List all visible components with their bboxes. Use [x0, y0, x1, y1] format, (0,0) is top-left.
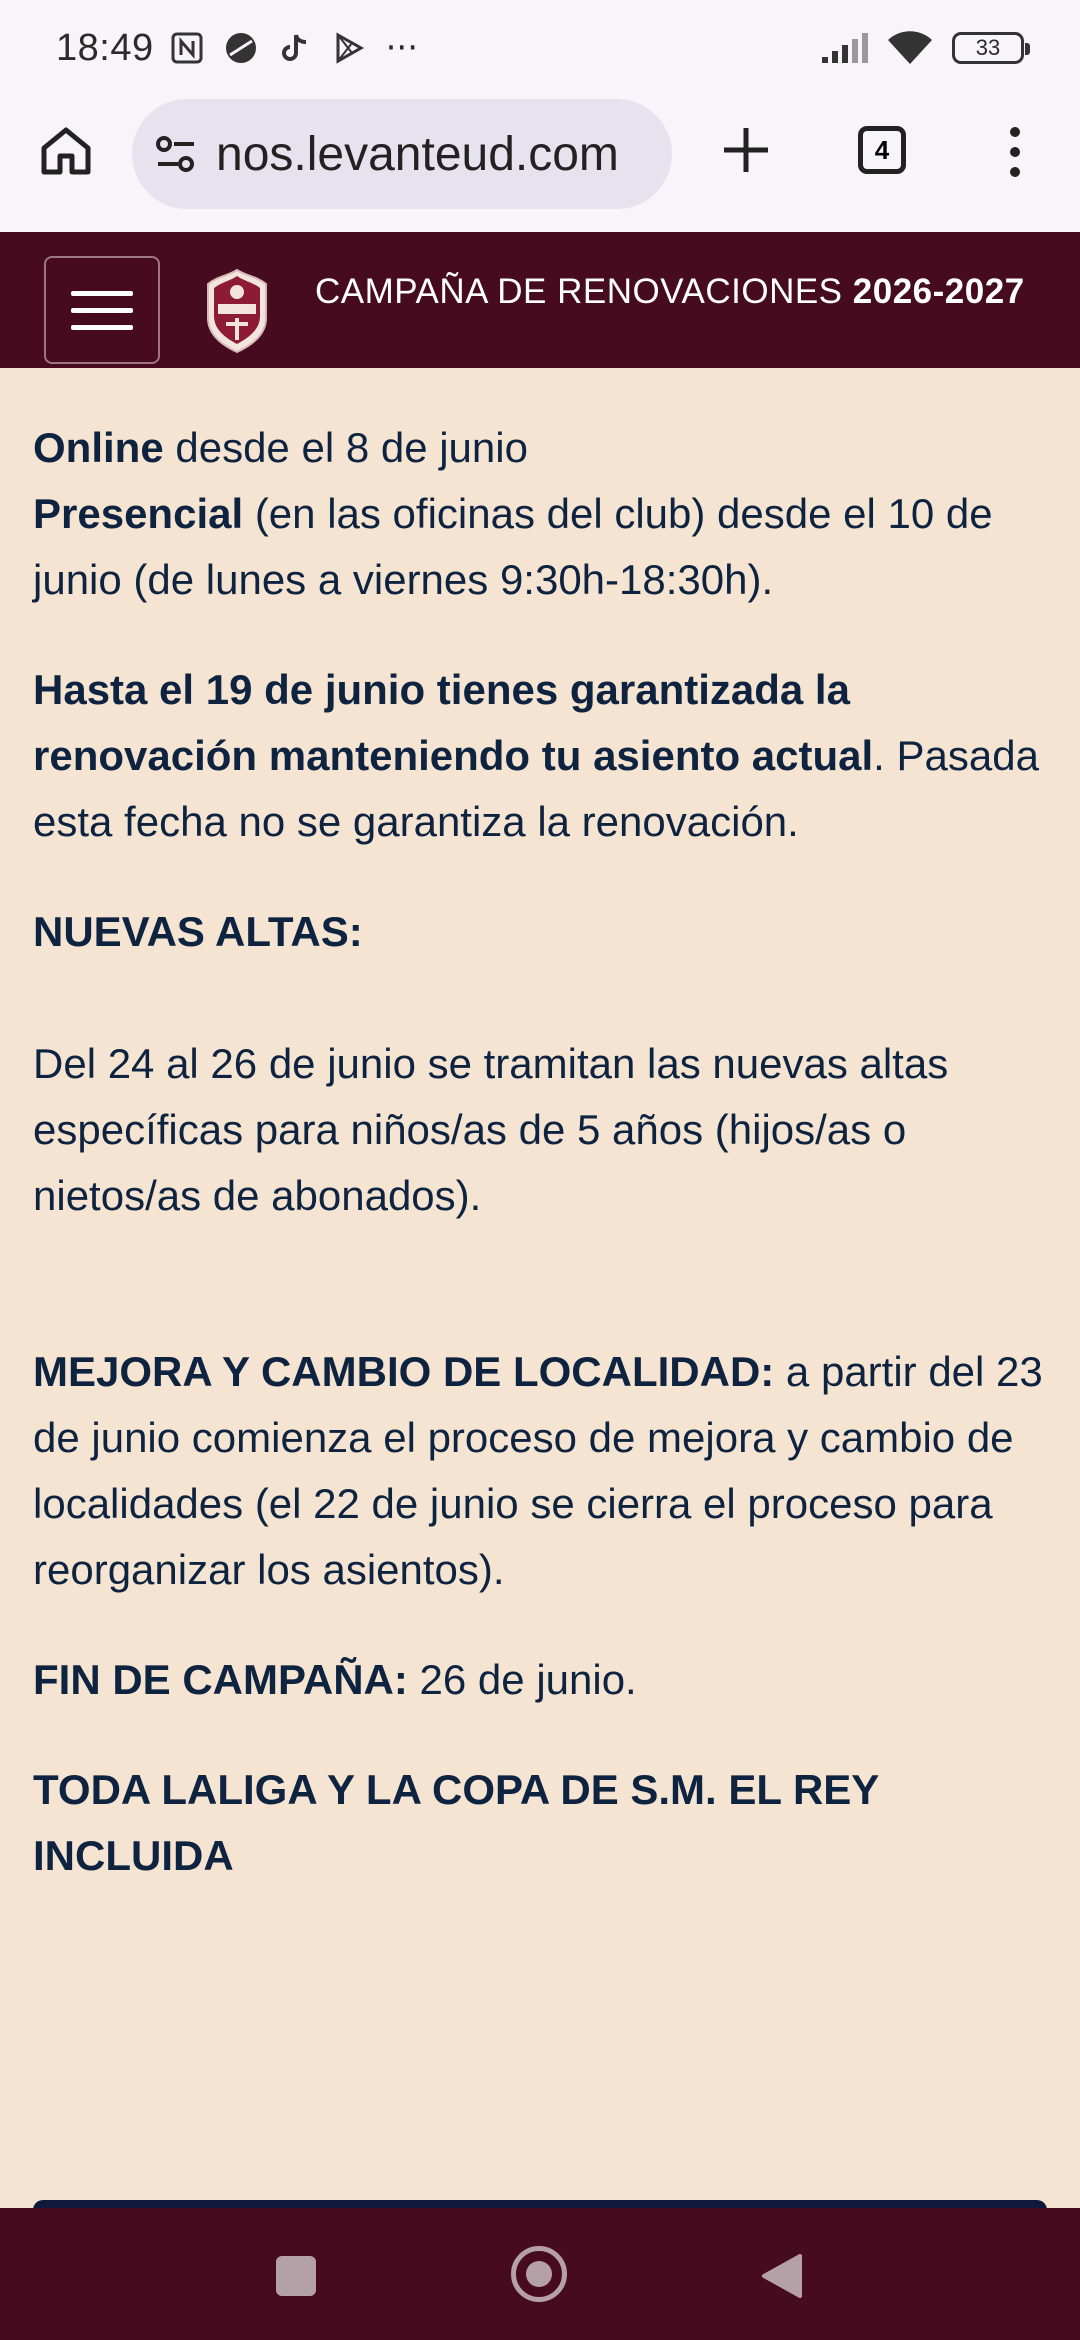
presencial-label: Presencial — [33, 490, 244, 537]
nfc-icon — [170, 31, 204, 65]
online-label: Online — [33, 424, 164, 471]
browser-toolbar — [0, 96, 1080, 232]
mejora-label: MEJORA Y CAMBIO DE LOCALIDAD: — [33, 1348, 775, 1395]
fin-campana-line — [33, 1647, 1053, 1713]
nuevas-altas-text: Del 24 al 26 de junio se tramitan las nuevas altas específicas para niños/as de 5 años (hijos/as o nietos/as de abonados). — [33, 1040, 949, 1219]
app-circle-icon — [224, 31, 258, 65]
address-bar[interactable] — [132, 99, 672, 209]
guarantee-bold-text: Hasta el 19 de junio tienes garantizada la renovación manteniendo tu asiento actual — [33, 666, 874, 779]
hamburger-line — [71, 291, 133, 296]
nuevas-altas-heading — [33, 899, 1053, 965]
back-icon[interactable] — [760, 2252, 804, 2300]
laliga-heading — [33, 1757, 1053, 1889]
presencial-text: (en las oficinas del club) desde el 10 de junio (de lunes a viernes 9:30h-18:30h). — [33, 490, 993, 603]
campaign-info — [33, 368, 1053, 1889]
home-nav-button[interactable] — [511, 2246, 567, 2302]
online-line — [33, 415, 1053, 481]
wifi-icon — [886, 30, 934, 66]
more-options-icon[interactable] — [1000, 124, 1030, 180]
home-icon[interactable] — [36, 120, 96, 180]
laliga-heading-text: TODA LALIGA Y LA COPA DE S.M. EL REY INCLUIDA — [33, 1766, 879, 1879]
status-time: 18:49 — [56, 26, 154, 69]
notification-icons — [170, 28, 418, 68]
play-store-icon — [332, 31, 366, 65]
status-bar — [0, 0, 1080, 96]
campaign-season: 2026-2027 — [852, 272, 1025, 311]
site-settings-icon[interactable] — [154, 134, 198, 174]
mejora-paragraph — [33, 1339, 1053, 1603]
campaign-title-text: CAMPAÑA DE RENOVACIONES — [315, 272, 853, 311]
tiktok-icon — [278, 31, 312, 65]
mejora-text: a partir del 23 de junio comienza el proceso de mejora y cambio de localidades (el 22 de junio se cierra el proceso para reorganizar los asientos). — [33, 1348, 1043, 1593]
signal-icon — [820, 31, 868, 65]
more-notifications: ··· — [385, 28, 419, 68]
guarantee-text: . Pasada esta fecha no se garantiza la renovación. — [33, 732, 1039, 845]
guarantee-paragraph — [33, 657, 1053, 855]
recents-button[interactable] — [276, 2256, 316, 2296]
levante-crest-logo[interactable] — [200, 266, 274, 354]
online-text: desde el 8 de junio — [163, 424, 528, 471]
battery-indicator: 33 — [952, 32, 1024, 64]
hamburger-line — [71, 325, 133, 330]
site-header — [0, 232, 1080, 368]
fin-campana-text: 26 de junio. — [407, 1656, 637, 1703]
url-text[interactable]: nos.levanteud.com — [216, 127, 619, 181]
fin-campana-label: FIN DE CAMPAÑA: — [33, 1656, 408, 1703]
system-nav-bar — [0, 2208, 1080, 2340]
hamburger-menu-button[interactable] — [44, 256, 160, 364]
campaign-title — [315, 272, 1025, 312]
presencial-line — [33, 481, 1053, 613]
tab-switcher-button[interactable]: 4 — [858, 126, 906, 174]
new-tab-icon[interactable] — [716, 120, 776, 180]
hamburger-line — [71, 308, 133, 313]
nuevas-altas-label: NUEVAS ALTAS: — [33, 908, 363, 955]
